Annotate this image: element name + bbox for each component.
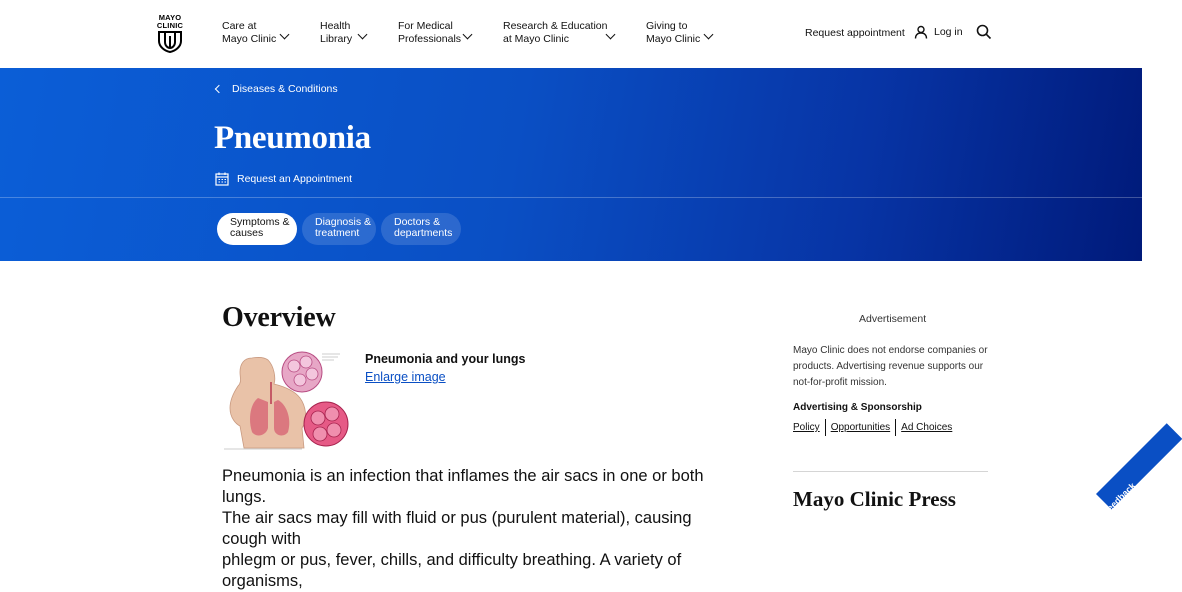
mayo-clinic-logo[interactable] bbox=[153, 14, 187, 54]
nav-label-line2: Mayo Clinic bbox=[646, 33, 701, 45]
link-divider bbox=[825, 419, 826, 436]
chevron-left-icon bbox=[215, 85, 223, 93]
pneumonia-lungs-illustration[interactable] bbox=[222, 348, 350, 452]
nav-label-line1: Research & Education bbox=[503, 20, 608, 32]
breadcrumb[interactable] bbox=[216, 83, 338, 95]
nav-label-line2: Professionals bbox=[398, 33, 462, 45]
ad-links bbox=[793, 419, 952, 436]
request-appointment-link[interactable]: Request appointment bbox=[805, 27, 905, 39]
login-button[interactable] bbox=[914, 25, 963, 39]
nav-label-line2: Mayo Clinic bbox=[222, 33, 277, 45]
nav-label-line1: Care at bbox=[222, 20, 257, 32]
figure-caption: Pneumonia and your lungs bbox=[365, 352, 526, 366]
overview-paragraph bbox=[222, 466, 722, 592]
nav-health-library[interactable] bbox=[320, 20, 370, 46]
search-icon[interactable] bbox=[976, 24, 992, 45]
link-divider bbox=[895, 419, 896, 436]
sidebar-divider bbox=[793, 471, 988, 472]
tab-label-line1: Symptoms & bbox=[230, 216, 290, 228]
nav-for-medical-professionals[interactable] bbox=[398, 20, 474, 46]
nav-label-line1: Health bbox=[320, 20, 351, 32]
nav-label-line2: at Mayo Clinic bbox=[503, 33, 569, 45]
nav-care-at-mayo-clinic[interactable] bbox=[222, 20, 292, 46]
ad-choices-link[interactable]: Ad Choices bbox=[901, 422, 953, 433]
user-icon bbox=[914, 25, 928, 39]
tab-label-line2: treatment bbox=[315, 227, 360, 239]
page-title: Pneumonia bbox=[214, 120, 371, 156]
nav-research-education[interactable] bbox=[503, 20, 619, 46]
nav-label-line1: Giving to bbox=[646, 20, 688, 32]
tab-symptoms-causes[interactable] bbox=[217, 213, 297, 245]
paragraph-line: Pneumonia is an infection that inflames the air sacs in one or both lungs. bbox=[222, 467, 704, 506]
advertising-sponsorship-heading: Advertising & Sponsorship bbox=[793, 402, 922, 413]
nav-label-line1: For Medical bbox=[398, 20, 453, 32]
nav-giving-to-mayo-clinic[interactable] bbox=[646, 20, 716, 46]
login-label: Log in bbox=[934, 26, 963, 38]
breadcrumb-label: Diseases & Conditions bbox=[232, 83, 338, 95]
tab-doctors-departments[interactable] bbox=[381, 213, 461, 245]
top-navigation-bar bbox=[0, 0, 1142, 68]
paragraph-line: The air sacs may fill with fluid or pus (purulent material), causing cough with bbox=[222, 509, 692, 548]
tab-label-line2: departments bbox=[394, 227, 453, 239]
calendar-icon bbox=[215, 172, 229, 186]
logo-text-line1: MAYO bbox=[158, 13, 182, 22]
overview-heading: Overview bbox=[222, 302, 336, 333]
tab-label-line2: causes bbox=[230, 227, 264, 239]
nav-label-line2: Library bbox=[320, 33, 353, 45]
tab-diagnosis-treatment[interactable] bbox=[302, 213, 376, 245]
feedback-label[interactable]: Feedback bbox=[1101, 480, 1138, 518]
policy-link[interactable]: Policy bbox=[793, 422, 820, 433]
tab-label-line1: Diagnosis & bbox=[315, 216, 372, 228]
request-an-appointment-link[interactable] bbox=[215, 172, 352, 186]
hero-banner bbox=[0, 68, 1142, 261]
tab-label-line1: Doctors & bbox=[394, 216, 441, 228]
hero-divider bbox=[0, 197, 1142, 198]
advertisement-label: Advertisement bbox=[859, 313, 927, 325]
logo-text-line2: CLINIC bbox=[156, 20, 184, 30]
mayo-clinic-press-heading: Mayo Clinic Press bbox=[793, 487, 956, 511]
feedback-tab-background bbox=[1096, 423, 1182, 509]
ad-disclaimer-text: Mayo Clinic does not endorse companies or products. Advertising revenue supports our not-for-profit mission. bbox=[793, 345, 988, 388]
enlarge-image-link[interactable]: Enlarge image bbox=[365, 370, 446, 384]
request-an-appointment-label: Request an Appointment bbox=[237, 173, 352, 185]
opportunities-link[interactable]: Opportunities bbox=[830, 422, 891, 433]
shield-logo-icon bbox=[157, 31, 183, 53]
paragraph-line: phlegm or pus, fever, chills, and difficulty breathing. A variety of organisms, bbox=[222, 551, 682, 590]
